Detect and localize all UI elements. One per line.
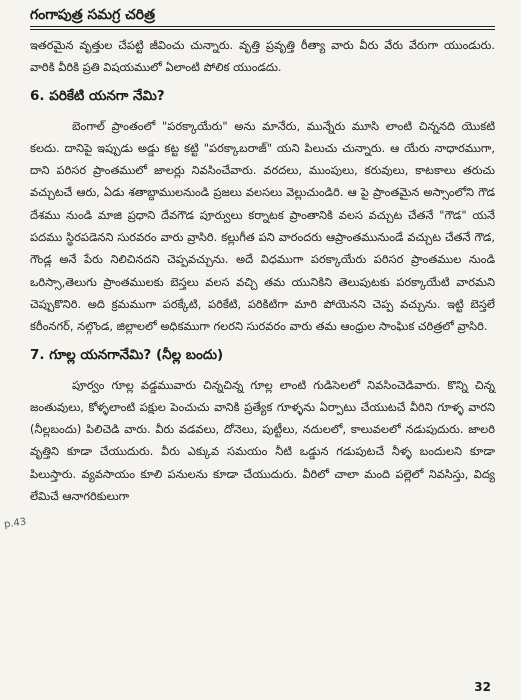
section-7-paragraph: పూర్వం గూల్ల వడ్డమువారు చిన్నచిన్న గూల్ల లాంటి గుడిసెలలో నివసించెడివారు. కొన్ని చిన్న జంతువులు, కోళ్ళలాంటి పక్షుల పెంచుచు వానికి ప్రత్యేక గూళ్ళను ఏర్పాటు చేయుటచే వీరిని గూళ్ళ వారని (నీల్లబందు) పిలిచెడి వారు. వీరు వడవలు, దోనెలు, పుట్టీలు, నదులలో, కాలువలలో నడుపుదురు. జాలరి వృత్తిని కూడా చేయుదురు. వీరు ఎక్కువ సమయం నీటి ఒడ్డున గడుపుటచే నీళ్ళ బందులని కూడా పిలుస్తారు. వ్యవసాయం కూలి పనులను కూడా చేయుదురు. వీరిలో చాలా మంది పల్లెలో నివసిస్తు, విద్య లేమిచే ఆనాగరికులుగా (30, 377, 495, 504)
running-header: గంగాపుత్ర సమగ్ర చరిత్ర (30, 7, 155, 23)
page-number: 32 (474, 680, 491, 694)
section-7-heading: 7. గూల్ల యనగానేమి? (నీల్ల బందు) (30, 346, 224, 363)
header-rule (30, 26, 495, 30)
section-6-heading: 6. పరికేటి యనగా నేమి? (30, 87, 165, 104)
section-6-paragraph: బెంగాల్ ప్రాంతంలో "పరక్కాయేరు" అను మానేరు, మున్నేరు మూసి లాంటి చిన్ననది యొకటి కలదు. దానిపై ఇప్పుడు అడ్డు కట్ట కట్టి "పరక్కాబరాజ్" యని పిలుచు చున్నారు. ఆ యేరు నాధారముగా, దాని పరిసర ప్రాంతములో జాలర్లు నివసించేవారు. వరదలు, ముంపులు, కరువులు, కాటకాలు తరుచు వచ్చుటచే ఆరు, ఏడు శతాబ్దాములనుండి ప్రజలు వలసలు వెల్లుచుండిరి. ఆ పై ప్రాంతమైన అస్సాంలోని గౌడ దేశము నుండి మాజి ప్రధాని దేవగౌడ పూర్వులు కర్నాటక ప్రాంతానికి వలస వచ్చుట చేతనే "గౌడ" యనే పదము స్థిరపడెనని సురవరం వారు వ్రాసిరి. కల్లుగీత పని వారందరు ఆప్రాంతమునుండే వచ్చుట చేతనే గౌడ, గౌండ్ల అనే పేరు నిలిచినదని చెప్పవచ్చును. అదే విధముగా పరక్కాయేరు పరిసర ప్రాంతముల నుండి ఒరిస్సా,తెలుగు ప్రాంతములకు బెస్తలు వలస వచ్చి తమ యునికిని తెలుపుటకు పరక్కాయేటి వారమని చెప్పుకొనిరి. అది క్రమముగా పరక్కేటి, పరికేటి, పరికిటిగా మారి పోయెనని చెప్ప వచ్చును. ఇట్టి బెస్తలే కరీంనగర్, నల్గొండ, జిల్లాలలో అధికముగా గలరని సురవరం వారు తమ ఆంధ్రుల సాంఘిక చరిత్రలో వ్రాసిరి. (30, 118, 495, 334)
intro-paragraph: ఇతరమైన వృత్తుల చేపట్టి జీవించు చున్నారు. వృత్తి ప్రవృత్తి రీత్యా వారు వీరు వేరు వేరుగా యుండురు. వారికి వీరికి ప్రతి విషయములో ఏలాంటి పోలిక యుండదు. (30, 38, 495, 75)
handwritten-margin-note: p.43 (3, 516, 27, 531)
